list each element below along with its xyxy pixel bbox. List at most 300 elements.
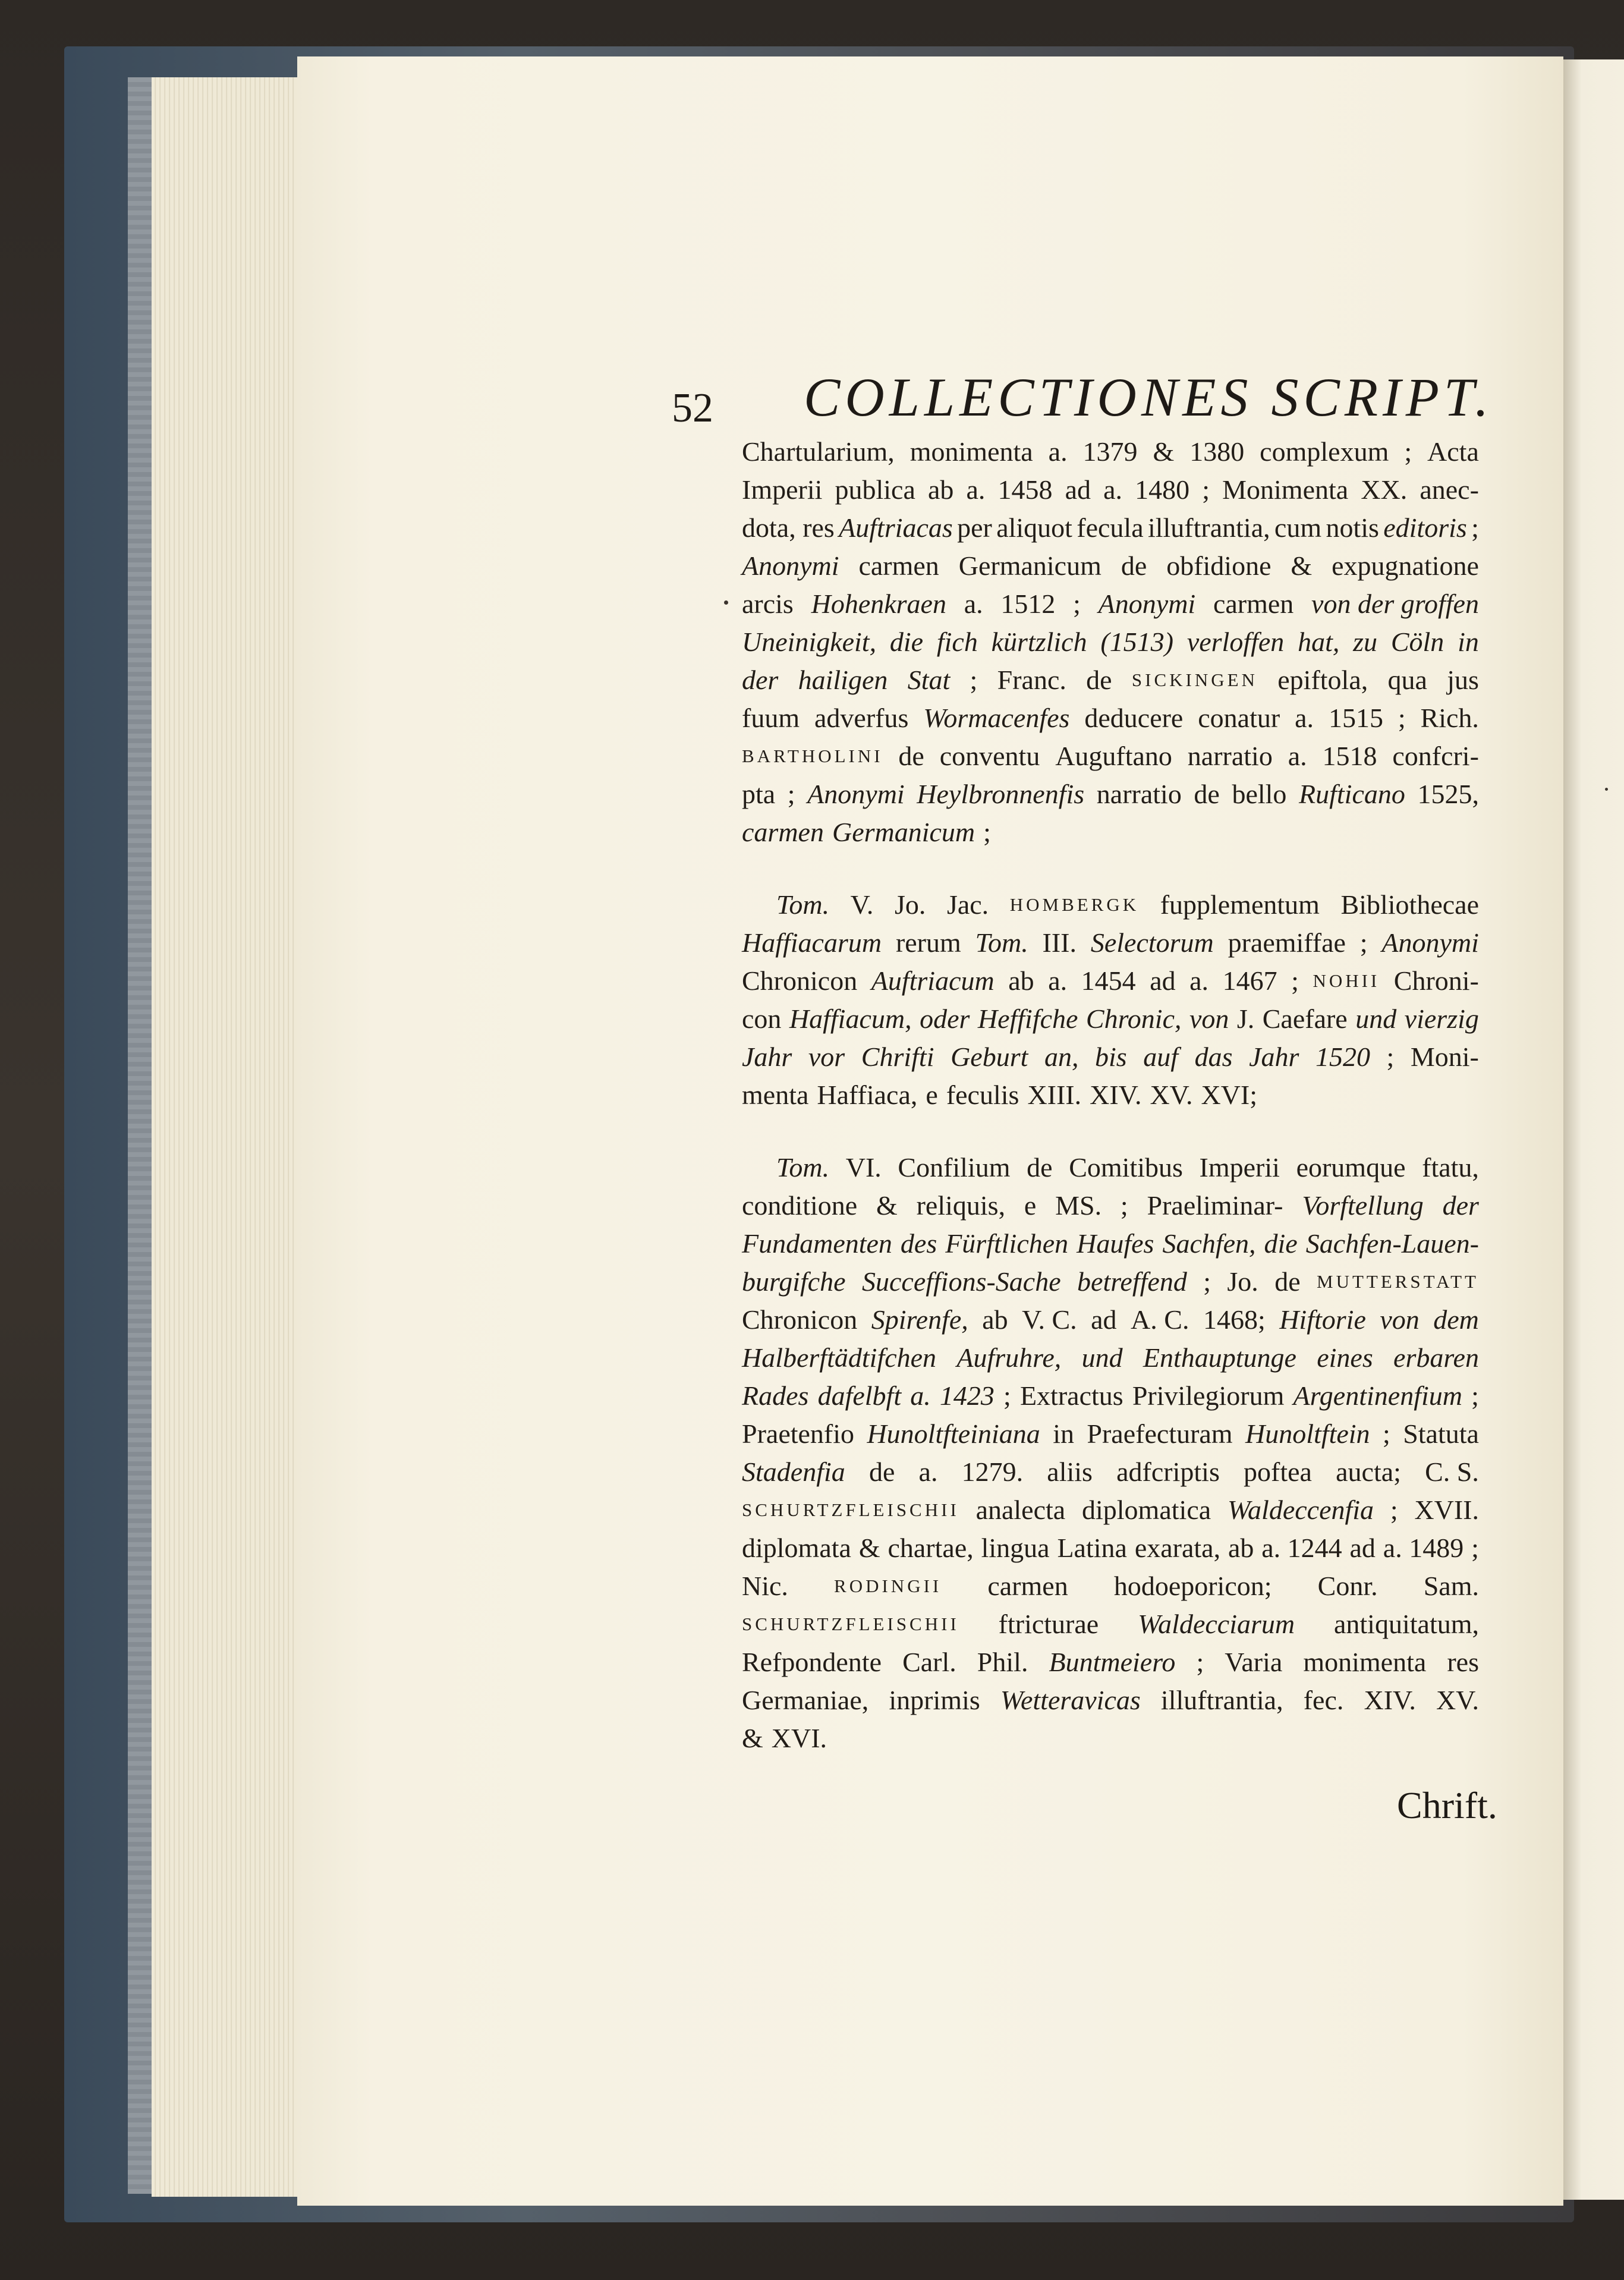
- word: de: [1086, 665, 1112, 695]
- word: carmen: [858, 551, 939, 581]
- word: monimenta: [1303, 1647, 1427, 1677]
- word: an,: [1044, 1042, 1079, 1072]
- word: MS.: [1055, 1190, 1102, 1221]
- word: NOHII: [1313, 970, 1380, 991]
- text-line: [742, 1529, 1479, 1567]
- text-line: [742, 1681, 1479, 1719]
- text-line: [742, 661, 1479, 699]
- word: 1458: [997, 474, 1053, 505]
- word: Haffiacum,: [789, 1004, 912, 1034]
- word: Hunoltfteiniana: [867, 1419, 1040, 1449]
- word: Comitibus: [1069, 1152, 1183, 1183]
- word: Tom.: [975, 927, 1028, 958]
- word: Conr.: [1317, 1571, 1378, 1601]
- word: Germaniae,: [742, 1685, 869, 1715]
- text-line: [742, 1301, 1479, 1339]
- word: conatur: [1198, 703, 1280, 733]
- word: ;: [1202, 474, 1210, 505]
- word: a.: [910, 1380, 931, 1411]
- text-line: [742, 1415, 1479, 1453]
- word: Germanicum: [832, 817, 975, 847]
- word: aliquot: [996, 512, 1072, 543]
- word: aliis: [1047, 1457, 1093, 1487]
- word: monimenta: [909, 436, 1033, 467]
- word: Haffiacarum: [742, 927, 882, 958]
- word: XIII.: [1027, 1080, 1082, 1110]
- word: ad: [1091, 1304, 1117, 1335]
- word: Rufticano: [1299, 779, 1405, 809]
- word: XV.: [1436, 1685, 1479, 1715]
- word: Latina: [1057, 1533, 1127, 1563]
- text-line: [742, 433, 1479, 471]
- word: Anonymi: [807, 779, 905, 809]
- page-number: 52: [672, 385, 713, 431]
- word: Hohenkraen: [811, 589, 946, 619]
- word: das: [1194, 1042, 1233, 1072]
- word: A. C.: [1131, 1304, 1189, 1335]
- word: a.: [964, 589, 983, 619]
- word: der: [1442, 1190, 1479, 1221]
- word: de: [1027, 1152, 1053, 1183]
- word: Sam.: [1423, 1571, 1479, 1601]
- word: ab: [982, 1304, 1008, 1335]
- word: epiftola,: [1277, 665, 1368, 695]
- word: oder: [920, 1004, 970, 1034]
- text-line: [742, 1567, 1479, 1605]
- word: carmen: [987, 1571, 1068, 1601]
- word: editoris: [1383, 512, 1467, 543]
- word: 1525,: [1417, 779, 1479, 809]
- text-line: [742, 509, 1479, 547]
- word: RODINGII: [834, 1575, 942, 1596]
- word: fuum: [742, 703, 800, 733]
- word: exarata,: [1134, 1533, 1221, 1563]
- text-line: [742, 1377, 1479, 1415]
- word: Monimenta: [1222, 474, 1349, 505]
- text-line: [742, 547, 1479, 585]
- word: &: [858, 1533, 880, 1563]
- word: V. C.: [1022, 1304, 1077, 1335]
- word: Privilegiorum: [1132, 1380, 1285, 1411]
- word: narratio: [1096, 779, 1182, 809]
- word: vor: [808, 1042, 845, 1072]
- word: 1379: [1082, 436, 1138, 467]
- word: &: [1291, 551, 1313, 581]
- word: diplomata: [742, 1533, 851, 1563]
- word: analecta: [975, 1495, 1066, 1525]
- word: J.: [1236, 1004, 1255, 1034]
- word: ;: [983, 817, 991, 847]
- word: ;: [1471, 1533, 1479, 1563]
- word: BARTHOLINI: [742, 746, 883, 766]
- word: SCHURTZFLEISCHII: [742, 1499, 959, 1520]
- word: complexum: [1260, 436, 1389, 467]
- word: Varia: [1225, 1647, 1283, 1677]
- word: Spirenfe,: [871, 1304, 968, 1335]
- ink-mark: [724, 600, 728, 605]
- word: 1512: [1000, 589, 1056, 619]
- word: ftricturae: [998, 1609, 1099, 1639]
- word: eines: [1317, 1342, 1373, 1373]
- word: XX.: [1361, 474, 1408, 505]
- word: Imperii: [742, 474, 823, 505]
- word: 1454: [1081, 966, 1136, 996]
- word: Franc.: [997, 665, 1066, 695]
- word: Anonymi: [1098, 589, 1196, 619]
- word: &: [876, 1190, 898, 1221]
- paragraph-gap: [742, 851, 1479, 886]
- text-line: [742, 775, 1479, 813]
- word: ;: [1382, 1419, 1390, 1449]
- word: ;: [1120, 1190, 1128, 1221]
- word: 1380: [1189, 436, 1245, 467]
- word: pta: [742, 779, 776, 809]
- word: Waldeccenfia: [1227, 1495, 1374, 1525]
- word: inprimis: [889, 1685, 980, 1715]
- text-line: [742, 699, 1479, 737]
- word: deducere: [1084, 703, 1184, 733]
- word: Vorftellung: [1302, 1190, 1424, 1221]
- word: 1515: [1328, 703, 1383, 733]
- paragraph: [742, 886, 1479, 1114]
- word: notis: [1326, 512, 1379, 543]
- word: ;: [1203, 1266, 1211, 1297]
- word: Statuta: [1403, 1419, 1479, 1449]
- word: conventu: [939, 741, 1040, 771]
- word: fecula: [1077, 512, 1144, 543]
- text-line: [742, 1491, 1479, 1529]
- word: qua: [1387, 665, 1427, 695]
- word: poftea: [1244, 1457, 1312, 1487]
- word: Haffiaca,: [817, 1080, 918, 1110]
- word: a.: [918, 1457, 938, 1487]
- text-line: [742, 471, 1479, 509]
- word: dem: [1433, 1304, 1479, 1335]
- word: Rades: [742, 1380, 809, 1411]
- word: confcri-: [1392, 741, 1479, 771]
- word: a.: [1189, 966, 1209, 996]
- catchword: Chrift.: [1397, 1784, 1497, 1826]
- word: XVI;: [1201, 1080, 1258, 1110]
- word: Selectorum: [1090, 927, 1214, 958]
- word: XIV.: [1090, 1080, 1142, 1110]
- word: von: [1380, 1304, 1420, 1335]
- word: ;: [1471, 1380, 1479, 1411]
- word: XIV.: [1364, 1685, 1416, 1715]
- word: ;: [1398, 703, 1406, 733]
- word: hat,: [1298, 627, 1340, 657]
- word: Chartularium,: [742, 436, 895, 467]
- word: Jo.: [894, 889, 926, 920]
- word: Chronic,: [1085, 1004, 1182, 1034]
- word: zu: [1353, 627, 1378, 657]
- word: ab: [1228, 1533, 1254, 1563]
- word: arcis: [742, 589, 794, 619]
- word: lingua: [981, 1533, 1050, 1563]
- word: ;: [970, 665, 978, 695]
- page-header: [672, 366, 1516, 431]
- word: XVII.: [1414, 1495, 1479, 1525]
- word: Anonymi: [1381, 927, 1479, 958]
- word: und: [1355, 1004, 1397, 1034]
- text-line: [742, 623, 1479, 661]
- word: eorumque: [1296, 1152, 1406, 1183]
- word: a. 1244: [1261, 1533, 1342, 1563]
- word: Imperii: [1199, 1152, 1280, 1183]
- word: Chrifti: [861, 1042, 934, 1072]
- word: burgifche: [742, 1266, 846, 1297]
- text-line: [742, 962, 1479, 1000]
- word: a.: [1295, 703, 1314, 733]
- word: carmen: [1213, 589, 1294, 619]
- word: dota, res: [742, 512, 835, 543]
- word: Haufes: [1077, 1228, 1154, 1259]
- ink-mark: [1605, 788, 1608, 791]
- word: Cöln: [1390, 627, 1444, 657]
- word: ad: [1349, 1533, 1376, 1563]
- word: 1518: [1322, 741, 1377, 771]
- text-line: [742, 585, 1479, 623]
- word: Succeffions-Sache: [861, 1266, 1061, 1297]
- word: hailigen: [798, 665, 888, 695]
- paragraph: [742, 1149, 1479, 1757]
- word: Tom.: [776, 889, 830, 920]
- word: antiquitatum,: [1333, 1609, 1479, 1639]
- word: Stadenfia: [742, 1457, 845, 1487]
- word: von der groffen: [1311, 589, 1479, 619]
- word: ;: [1196, 1647, 1204, 1677]
- word: a.: [1048, 966, 1068, 996]
- paragraph: [742, 433, 1479, 851]
- word: ;: [1359, 927, 1368, 958]
- text-line: [742, 737, 1479, 775]
- word: fec.: [1303, 1685, 1344, 1715]
- word: Fundamenten: [742, 1228, 892, 1259]
- word: ab: [1008, 966, 1034, 996]
- word: verloffen: [1186, 627, 1285, 657]
- word: adfcriptis: [1116, 1457, 1220, 1487]
- word: Sachfen,: [1162, 1228, 1256, 1259]
- word: de: [1194, 779, 1220, 809]
- word: expugnatione: [1332, 551, 1479, 581]
- word: Wetteravicas: [1000, 1685, 1141, 1715]
- word: Caefare: [1262, 1004, 1348, 1034]
- body-text: [742, 433, 1479, 1757]
- text-line: [742, 1076, 1479, 1114]
- word: a.: [1288, 741, 1307, 771]
- word: Carl.: [902, 1647, 956, 1677]
- word: der: [742, 665, 779, 695]
- word: Germanicum: [958, 551, 1101, 581]
- word: res: [1447, 1647, 1479, 1677]
- text-line: [742, 1149, 1479, 1187]
- word: bello: [1232, 779, 1287, 809]
- word: Chronicon: [742, 966, 858, 996]
- word: HOMBERGK: [1009, 894, 1140, 915]
- word: Hunoltftein: [1245, 1419, 1370, 1449]
- text-line: [742, 924, 1479, 962]
- word: ad: [1150, 966, 1176, 996]
- word: menta: [742, 1080, 809, 1110]
- word: V.: [850, 889, 874, 920]
- word: obfidione: [1166, 551, 1271, 581]
- word: &: [1153, 436, 1175, 467]
- word: ;: [787, 779, 795, 809]
- word: de: [1121, 551, 1147, 581]
- word: des: [900, 1228, 937, 1259]
- word: ftatu,: [1422, 1152, 1479, 1183]
- text-line: [742, 1225, 1479, 1263]
- word: a.: [966, 474, 986, 505]
- word: narratio: [1187, 741, 1273, 771]
- word: de: [898, 741, 924, 771]
- word: ab: [928, 474, 954, 505]
- word: MUTTERSTATT: [1317, 1271, 1479, 1292]
- text-line: [742, 886, 1479, 924]
- word: Chronicon: [742, 1304, 858, 1335]
- word: carmen: [742, 817, 824, 847]
- word: a.: [1103, 474, 1123, 505]
- word: a. 1489: [1383, 1533, 1464, 1563]
- word: Geburt: [951, 1042, 1028, 1072]
- word: illuftrantia,: [1147, 512, 1270, 543]
- word: 1423: [939, 1380, 994, 1411]
- word: SCHURTZFLEISCHII: [742, 1614, 959, 1634]
- text-line: [742, 813, 1479, 851]
- text-line: [742, 1263, 1479, 1301]
- word: Enthauptunge: [1143, 1342, 1296, 1373]
- word: und: [1081, 1342, 1123, 1373]
- word: betreffend: [1077, 1266, 1187, 1297]
- text-line: [742, 1719, 1479, 1757]
- word: e: [926, 1080, 938, 1110]
- word: vierzig: [1404, 1004, 1479, 1034]
- word: Moni-: [1410, 1042, 1479, 1072]
- word: auf: [1143, 1042, 1179, 1072]
- word: per: [957, 512, 992, 543]
- word: 1520: [1315, 1042, 1370, 1072]
- word: die: [889, 627, 924, 657]
- word: Jahr: [742, 1042, 792, 1072]
- word: Waldecciarum: [1138, 1609, 1295, 1639]
- word: Uneinigkeit,: [742, 627, 877, 657]
- word: Confilium: [898, 1152, 1011, 1183]
- word: 1480: [1135, 474, 1190, 505]
- word: Heylbronnenfis: [917, 779, 1085, 809]
- word: Wormacenfes: [923, 703, 1070, 733]
- word: (1513): [1100, 627, 1174, 657]
- word: VI.: [845, 1152, 882, 1183]
- word: Stat: [907, 665, 951, 695]
- word: Buntmeiero: [1049, 1647, 1176, 1677]
- word: de: [868, 1457, 895, 1487]
- word: Sachfen-Lauen-: [1305, 1228, 1479, 1259]
- word: aucta;: [1336, 1457, 1401, 1487]
- word: jus: [1447, 665, 1479, 695]
- word: Chroni-: [1393, 966, 1479, 996]
- word: diplomatica: [1082, 1495, 1211, 1525]
- word: Phil.: [977, 1647, 1028, 1677]
- running-title: COLLECTIONES SCRIPT.: [804, 367, 1494, 427]
- paragraph-gap: [742, 1114, 1479, 1149]
- word: bis: [1095, 1042, 1127, 1072]
- word: publica: [835, 474, 915, 505]
- word: die: [1264, 1228, 1298, 1259]
- word: con: [742, 1004, 782, 1034]
- word: Auftriacas: [839, 512, 953, 543]
- word: illuftrantia,: [1160, 1685, 1283, 1715]
- word: Jahr: [1249, 1042, 1299, 1072]
- word: ;: [1073, 589, 1081, 619]
- word: dafelbft: [817, 1380, 902, 1411]
- text-line: [742, 1453, 1479, 1491]
- text-line: [742, 1643, 1479, 1681]
- word: XVI.: [771, 1723, 827, 1753]
- text-line: [742, 1187, 1479, 1225]
- word: III.: [1042, 927, 1077, 958]
- word: Refpondente: [742, 1647, 882, 1677]
- word: Praetenfio: [742, 1419, 855, 1449]
- word: fupplementum: [1160, 889, 1320, 920]
- word: 1279.: [961, 1457, 1024, 1487]
- word: Hiftorie: [1279, 1304, 1366, 1335]
- word: Bibliothecae: [1340, 889, 1479, 920]
- word: Auguftano: [1055, 741, 1172, 771]
- word: Heffifche: [977, 1004, 1078, 1034]
- word: ;: [1003, 1380, 1011, 1411]
- word: SICKINGEN: [1131, 669, 1258, 690]
- word: ;: [1386, 1042, 1395, 1072]
- word: Rich.: [1420, 703, 1479, 733]
- word: in: [1053, 1419, 1074, 1449]
- word: Praeliminar-: [1147, 1190, 1283, 1221]
- word: adverfus: [814, 703, 909, 733]
- word: Jo.: [1227, 1266, 1258, 1297]
- word: ;: [1404, 436, 1412, 467]
- word: chartae,: [887, 1533, 974, 1563]
- word: Nic.: [742, 1571, 788, 1601]
- word: cum: [1274, 512, 1322, 543]
- text-line: [742, 1000, 1479, 1038]
- word: anec-: [1420, 474, 1479, 505]
- text-line: [742, 1605, 1479, 1643]
- word: reliquis,: [916, 1190, 1006, 1221]
- word: e: [1024, 1190, 1037, 1221]
- binding-spine: [128, 77, 155, 2194]
- word: feculis: [946, 1080, 1019, 1110]
- word: de: [1274, 1266, 1301, 1297]
- word: ;: [1291, 966, 1299, 996]
- word: ;: [1471, 512, 1479, 543]
- word: Acta: [1427, 436, 1479, 467]
- word: 1468;: [1203, 1304, 1266, 1335]
- word: rerum: [895, 927, 961, 958]
- word: erbaren: [1393, 1342, 1479, 1373]
- page-edges: [152, 77, 298, 2197]
- word: praemiffae: [1228, 927, 1346, 958]
- word: Halberftädtifchen: [742, 1342, 937, 1373]
- word: C. S.: [1425, 1457, 1479, 1487]
- word: Praefecturam: [1087, 1419, 1233, 1449]
- word: hodoeporicon;: [1113, 1571, 1272, 1601]
- word: von: [1189, 1004, 1229, 1034]
- word: Extractus: [1019, 1380, 1123, 1411]
- word: Tom.: [776, 1152, 830, 1183]
- word: 1467: [1222, 966, 1277, 996]
- word: Fürftlichen: [945, 1228, 1069, 1259]
- word: Aufruhre,: [956, 1342, 1062, 1373]
- word: Anonymi: [742, 551, 839, 581]
